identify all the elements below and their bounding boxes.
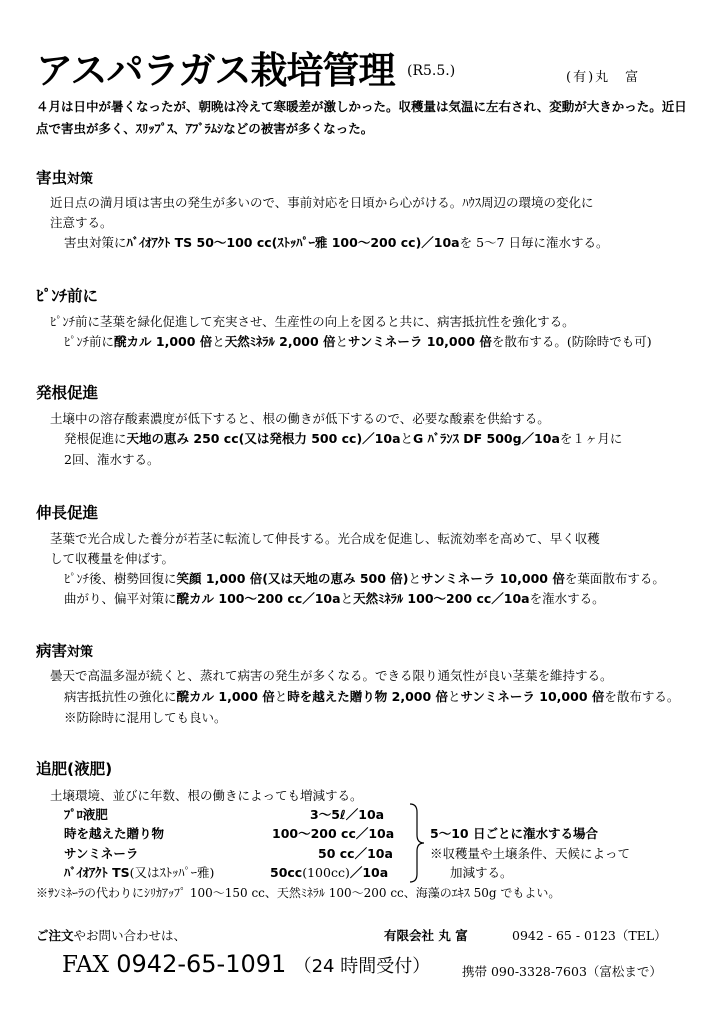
product-emphasis: G ﾊﾞﾗﾝｽ DF 500g／10a — [413, 431, 560, 446]
text-segment: と — [400, 431, 414, 446]
fax-label: FAX — [62, 952, 109, 978]
brace-note-1: ※収穫量や土壌条件、天候によって — [430, 846, 631, 861]
text-segment: 発根促進に — [64, 431, 127, 446]
text-segment: やお問い合わせは、 — [73, 928, 187, 943]
rooting-line-3: 2回、潅水する。 — [64, 452, 160, 467]
page-title: アスパラガス栽培管理 — [36, 49, 395, 92]
text-segment: 50cc — [270, 865, 303, 880]
fertilizer-item-name: ﾌﾟﾛ液肥 — [64, 807, 108, 822]
text-segment: (100cc) — [302, 865, 350, 880]
text-segment: ﾋﾟﾝﾁ前に — [64, 334, 115, 349]
rooting-line-1: 土壌中の溶存酸素濃度が低下すると、根の働きが低下するので、必要な酸素を供給する。 — [50, 411, 550, 426]
disease-line-2 — [64, 688, 679, 706]
product-emphasis: サンミネーラ 10,000 倍 — [460, 689, 605, 704]
text-segment: を１ヶ月に — [559, 431, 623, 446]
fertilizer-item-amount — [270, 864, 388, 882]
phone-number: 0942 - 65 - 0123（TEL） — [512, 928, 667, 943]
text-segment: を散布する。 — [604, 689, 680, 704]
fertilizer-item-amount: 50 cc／10a — [318, 846, 393, 861]
product-emphasis: ﾊﾞｲｵｱｸﾄ TS 50～100 cc(ｽﾄｯﾊﾟｰ雅 100～200 cc)／10a — [126, 235, 460, 250]
brace-main-text: 5～10 日ごとに潅水する場合 — [430, 826, 598, 841]
text-segment: 害虫対策に — [64, 235, 127, 250]
intro-paragraph: ４月は日中が暑くなったが、朝晩は冷えて寒暖差が激しかった。収穫量は気温に左右され、変動が大きかった。近日点で害虫が多く、ｽﾘｯﾌﾟｽ、ｱﾌﾞﾗﾑｼなどの被害が多くなった。 — [36, 99, 687, 136]
product-emphasis: 笑顔 1,000 倍(又は天地の恵み 500 倍) — [176, 571, 409, 586]
text-segment: を葉面散布する。 — [564, 571, 665, 586]
growth-line-3 — [64, 570, 665, 588]
product-emphasis: 醗カル 100～200 cc／10a — [176, 591, 341, 606]
fax-note: （24 時間受付） — [293, 956, 431, 977]
product-emphasis: サンミネーラ 10,000 倍 — [348, 334, 492, 349]
fertilizer-item-name: サンミネーラ — [64, 846, 139, 861]
text-segment: ﾊﾞｲｵｱｸﾄ TS — [64, 865, 130, 880]
heading-main: 病害 — [36, 642, 68, 660]
growth-line-4 — [64, 590, 605, 608]
fertilizer-item-name — [64, 864, 214, 882]
section-heading-pinch: ﾋﾟﾝﾁ前に — [36, 287, 99, 305]
section-heading-fertilizer: 追肥(液肥) — [36, 760, 113, 778]
issue-date: (R5.5.) — [407, 63, 456, 79]
section-heading-rooting: 発根促進 — [36, 384, 99, 402]
pest-line-3 — [64, 234, 608, 252]
footer-company: 有限会社 丸 富 — [384, 928, 468, 943]
heading-sub: 対策 — [67, 172, 94, 187]
product-emphasis: 醗カル 1,000 倍 — [114, 334, 213, 349]
text-segment: ご注文 — [36, 928, 74, 943]
fertilizer-footnote: ※ｻﾝﾐﾈｰﾗの代わりにｼﾘｶｱｯﾌﾟ 100～150 cc、天然ﾐﾈﾗﾙ 100～200 cc、海藻のｴｷｽ 50g でもよい。 — [36, 886, 561, 900]
mobile-number: 携帯 090-3328-7603（富松まで） — [462, 964, 662, 979]
fertilizer-line-1: 土壌環境、並びに年数、根の働きによっても増減する。 — [50, 788, 363, 803]
fertilizer-item-name: 時を越えた贈り物 — [64, 826, 165, 841]
text-segment: ／10a — [349, 865, 389, 880]
brace-note-2: 加減する。 — [450, 865, 513, 880]
pinch-line-2 — [64, 333, 652, 351]
product-emphasis: サンミネーラ 10,000 倍 — [421, 571, 565, 586]
heading-main: 害虫 — [36, 169, 68, 187]
product-emphasis: 天地の恵み 250 cc(又は発根力 500 cc)／10a — [126, 431, 401, 446]
text-segment: と — [448, 689, 461, 704]
growth-line-1: 茎葉で光合成した養分が若茎に転流して伸長する。光合成を促進し、転流効率を高めて、早く収穫 — [50, 531, 600, 546]
rooting-line-2 — [64, 430, 622, 448]
fertilizer-item-amount: 3～5ℓ／10a — [310, 807, 385, 822]
pest-line-1: 近日点の満月頃は害虫の発生が多いので、事前対応を日頃から心がける。ﾊｳｽ周辺の環境の変化に — [50, 195, 594, 210]
product-emphasis: 醗カル 1,000 倍 — [176, 689, 275, 704]
text-segment: を散布する。(防除時でも可) — [491, 334, 652, 349]
brace-icon — [408, 802, 426, 884]
text-segment: と — [335, 334, 349, 349]
disease-line-1: 曇天で高温多湿が続くと、蒸れて病害の発生が多くなる。できる限り通気性が良い茎葉を維持する。 — [50, 668, 613, 683]
text-segment: ﾋﾟﾝﾁ後、樹勢回復に — [64, 571, 177, 586]
text-segment: (又はｽﾄｯﾊﾟｰ雅) — [129, 865, 215, 880]
text-segment: と — [408, 571, 421, 586]
disease-line-3: ※防除時に混用しても良い。 — [64, 710, 227, 725]
product-emphasis: 天然ﾐﾈﾗﾙ 2,000 倍 — [224, 334, 336, 349]
inquiry-text — [36, 926, 186, 944]
section-heading-growth: 伸長促進 — [36, 504, 99, 522]
growth-line-2: して収穫量を伸ばす。 — [50, 551, 175, 566]
text-segment: を 5～7 日毎に潅水する。 — [459, 235, 609, 250]
text-segment: 曲がり、偏平対策に — [64, 591, 177, 606]
section-heading-pest — [36, 166, 93, 188]
product-emphasis: 時を越えた贈り物 2,000 倍 — [287, 689, 449, 704]
text-segment: と — [274, 689, 288, 704]
heading-sub: 対策 — [67, 645, 94, 660]
text-segment: と — [212, 334, 225, 349]
text-segment: 病害抵抗性の強化に — [64, 689, 177, 704]
pest-line-2: 注意する。 — [50, 215, 113, 230]
fax-line — [62, 950, 430, 978]
product-emphasis: 天然ﾐﾈﾗﾙ 100～200 cc／10a — [353, 591, 530, 606]
pinch-line-1: ﾋﾟﾝﾁ前に茎葉を緑化促進して充実させ、生産性の向上を図ると共に、病害抵抗性を強化する。 — [50, 314, 575, 329]
text-segment: を潅水する。 — [529, 591, 605, 606]
company-name: (有)丸 富 — [566, 70, 641, 85]
section-heading-disease — [36, 639, 93, 661]
text-segment: と — [340, 591, 354, 606]
fax-number: 0942-65-1091 — [116, 950, 287, 978]
fertilizer-item-amount: 100～200 cc／10a — [272, 826, 395, 841]
